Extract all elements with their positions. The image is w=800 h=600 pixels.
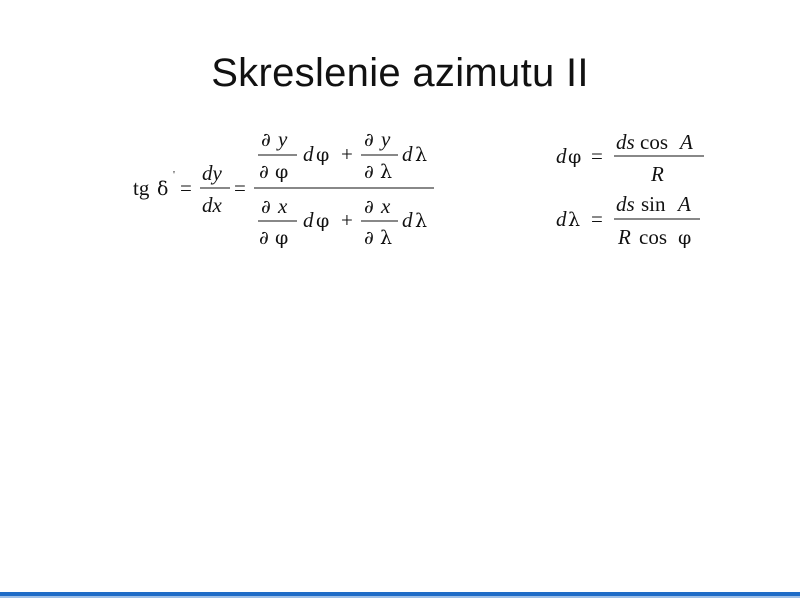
equals-sign: = <box>591 144 603 168</box>
plus-sign: + <box>341 142 353 166</box>
partial-symbol: ∂ <box>364 129 374 151</box>
partial-symbol: ∂ <box>259 161 269 183</box>
d-operator: d <box>556 207 567 231</box>
d-operator: d <box>556 144 567 168</box>
x-variable: x <box>381 194 391 218</box>
phi-symbol: φ <box>275 161 289 183</box>
r-variable: R <box>618 225 631 249</box>
prime-mark: ' <box>173 169 175 181</box>
lambda-symbol: λ <box>380 161 393 183</box>
formula-dlambda <box>556 192 700 249</box>
d-operator: d <box>303 208 314 232</box>
d-operator: d <box>402 208 413 232</box>
a-variable: A <box>678 192 691 216</box>
equals-sign: = <box>591 207 603 231</box>
sin-function: sin <box>641 192 666 216</box>
partial-symbol: ∂ <box>259 227 269 249</box>
phi-symbol: φ <box>568 146 582 168</box>
r-variable: R <box>651 162 664 186</box>
partial-symbol: ∂ <box>261 129 271 151</box>
phi-symbol: φ <box>316 144 330 166</box>
equals-sign-2: = <box>234 176 246 200</box>
partial-symbol: ∂ <box>364 227 374 249</box>
cos-function: cos <box>640 130 668 154</box>
partial-symbol: ∂ <box>261 196 271 218</box>
lambda-symbol: λ <box>415 144 428 166</box>
formula-dphi <box>556 130 704 186</box>
tg-symbol: tg <box>133 176 150 200</box>
ds-term: ds <box>616 192 635 216</box>
delta-symbol: δ <box>157 178 169 200</box>
phi-symbol: φ <box>678 227 692 249</box>
y-variable: y <box>381 127 391 151</box>
y-variable: y <box>278 127 288 151</box>
plus-sign: + <box>341 208 353 232</box>
dy-numerator: dy <box>202 161 222 185</box>
a-variable: A <box>680 130 693 154</box>
lambda-symbol: λ <box>415 210 428 232</box>
d-operator: d <box>303 142 314 166</box>
phi-symbol: φ <box>316 210 330 232</box>
x-variable: x <box>278 194 288 218</box>
dx-denominator: dx <box>202 193 222 217</box>
phi-symbol: φ <box>275 227 289 249</box>
d-operator: d <box>402 142 413 166</box>
partial-symbol: ∂ <box>364 196 374 218</box>
slide-title: Skreslenie azimutu II <box>211 51 589 95</box>
cos-function: cos <box>639 225 667 249</box>
lambda-symbol: λ <box>568 209 581 231</box>
footer-accent-shadow <box>0 596 800 598</box>
equals-sign-1: = <box>180 176 192 200</box>
lambda-symbol: λ <box>380 227 393 249</box>
formula-azimuth-distortion <box>133 127 434 249</box>
partial-symbol: ∂ <box>364 161 374 183</box>
ds-term: ds <box>616 130 635 154</box>
